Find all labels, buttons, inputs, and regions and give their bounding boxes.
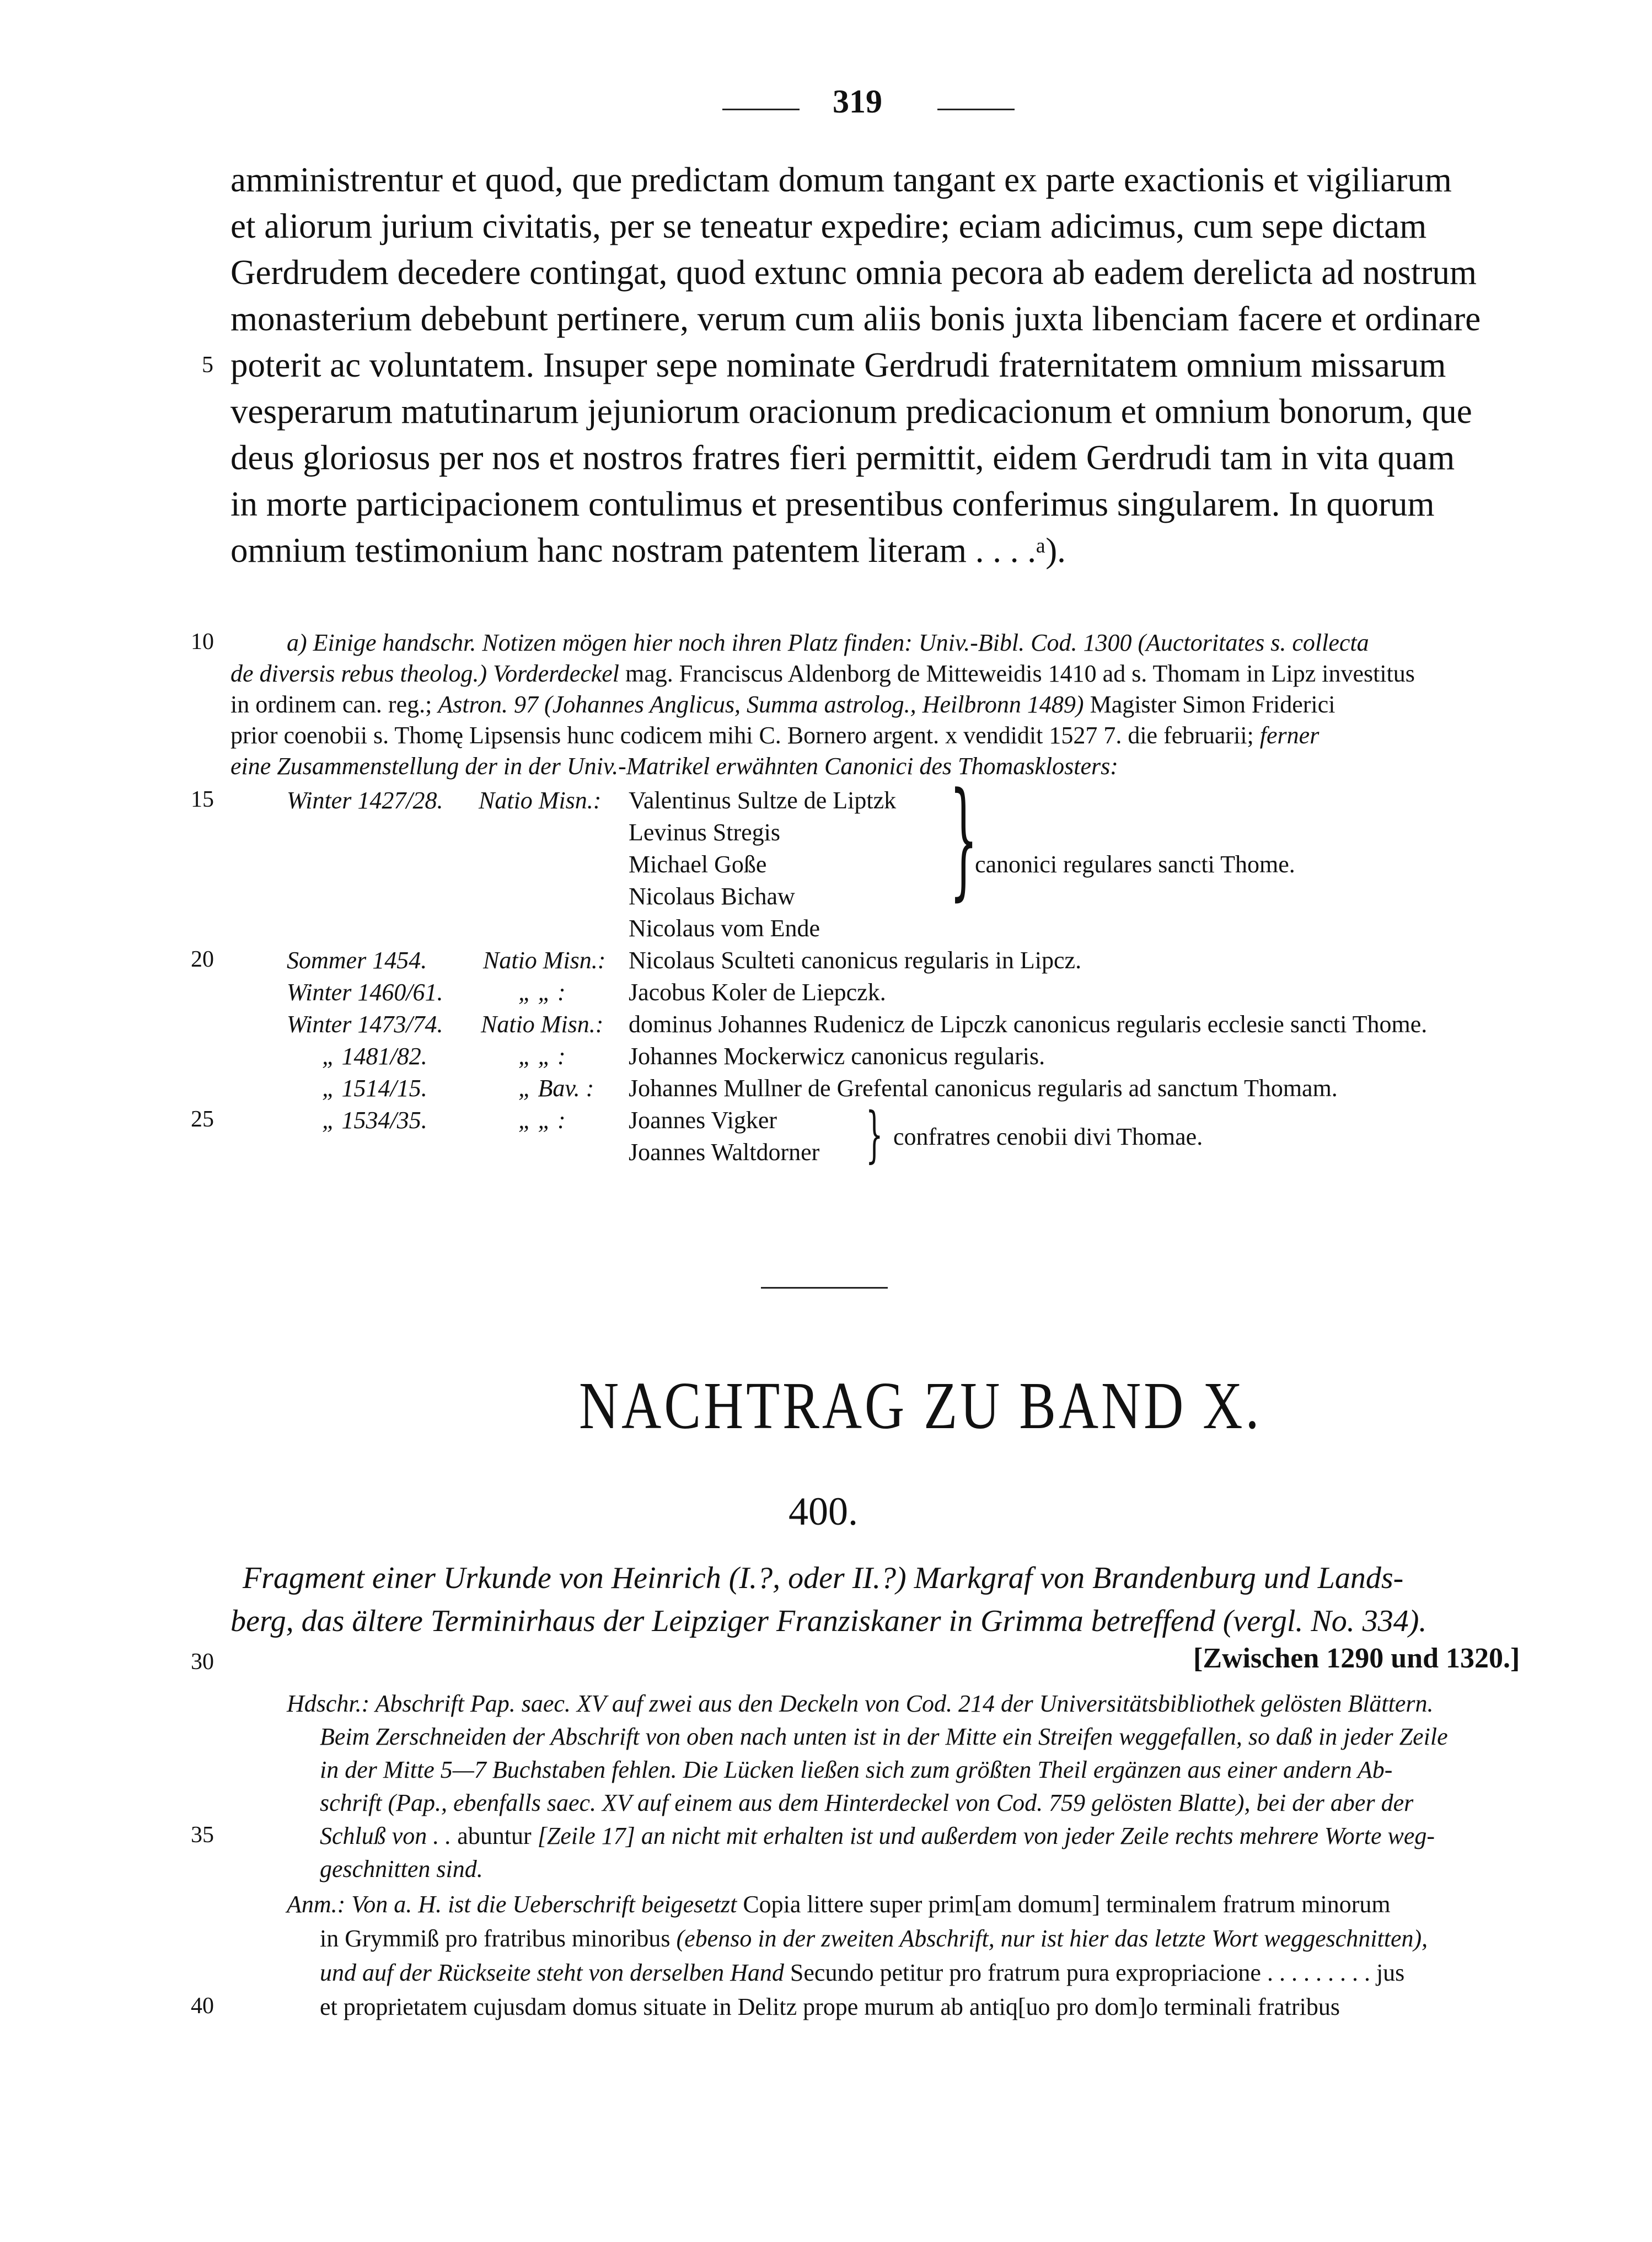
matrikel-entry: Johannes Mockerwicz canonicus regularis. <box>629 1043 1045 1070</box>
matrikel-name: Valentinus Sultze de Liptzk <box>629 787 897 814</box>
manuscript-line: in der Mitte 5—7 Buchstaben fehlen. Die Lücken ließen sich zum größten Theil ergänzen aus einer andern Ab- <box>320 1756 1393 1783</box>
matrikel-term: Winter 1460/61. <box>287 979 443 1006</box>
footnote-line <box>230 659 1415 688</box>
body-line: et aliorum jurium civitatis, per se teneatur expedire; eciam adicimus, cum sepe dictam <box>230 207 1427 245</box>
annotation-line <box>320 1959 1404 1987</box>
annotation-roman: in Grymmiß pro fratribus minoribus <box>320 1925 677 1952</box>
footnote-italic: de diversis rebus theolog.) Vorderdeckel <box>230 660 620 687</box>
annotation-line <box>320 1924 1428 1953</box>
footnote-roman: Magister Simon Friderici <box>1084 691 1335 718</box>
footnote-line: a) Einige handschr. Notizen mögen hier noch ihren Platz finden: Univ.-Bibl. Cod. 1300 (Auctoritates s. collecta <box>287 629 1369 656</box>
annotation-italic: Anm.: Von a. H. ist die Ueberschrift beigesetzt <box>287 1891 743 1918</box>
manuscript-line: Beim Zerschneiden der Abschrift von oben nach unten ist in der Mitte ein Streifen weggefallen, so daß in jeder Zeile <box>320 1723 1448 1750</box>
matrikel-group-label: canonici regulares sancti Thome. <box>975 851 1295 878</box>
header-rule-left <box>722 109 800 110</box>
line-number: 5 <box>202 352 213 378</box>
document-heading: berg, das ältere Terminirhaus der Leipziger Franziskaner in Grimma betreffend (vergl. No. 334). <box>230 1604 1427 1638</box>
section-divider <box>761 1287 888 1289</box>
line-number: 20 <box>191 947 214 972</box>
matrikel-term: Winter 1427/28. <box>287 787 443 814</box>
matrikel-name: Joannes Vigker <box>629 1107 777 1134</box>
matrikel-natio: Natio Misn.: <box>481 1011 604 1038</box>
matrikel-term: „ 1481/82. <box>322 1043 427 1070</box>
line-number: 15 <box>191 787 214 812</box>
annotation-roman: Copia littere super prim[am domum] terminalem fratrum minorum <box>743 1891 1391 1918</box>
footnote-roman: mag. Franciscus Aldenborg de Mitteweidis 1410 ad s. Thomam in Lipz investitus <box>619 660 1415 687</box>
manuscript-line: schrift (Pap., ebenfalls saec. XV auf einem aus dem Hinterdeckel von Cod. 759 gelösten Blatte), bei der aber der <box>320 1789 1414 1816</box>
matrikel-group-label: confratres cenobii divi Thomae. <box>893 1123 1203 1150</box>
section-title: NACHTRAG ZU BAND X. <box>579 1369 1262 1443</box>
matrikel-entry: dominus Johannes Rudenicz de Lipczk canonicus regularis ecclesie sancti Thome. <box>629 1011 1428 1038</box>
body-line: omnium testimonium hanc nostram patentem literam . . . .ᵃ). <box>230 531 1066 570</box>
line-number: 30 <box>191 1649 214 1675</box>
annotation-roman: Secundo petitur pro fratrum pura expropriacione . . . . . . . . . jus <box>790 1959 1405 1986</box>
matrikel-natio: Natio Misn.: <box>483 947 606 974</box>
manuscript-line: geschnitten sind. <box>320 1855 483 1882</box>
footnote-line <box>230 721 1319 749</box>
matrikel-natio: „ „ : <box>518 1107 566 1134</box>
matrikel-entry: Nicolaus Sculteti canonicus regularis in Lipcz. <box>629 947 1082 974</box>
footnote-line: eine Zusammenstellung der in der Univ.-Matrikel erwähnten Canonici des Thomasklosters: <box>230 753 1118 780</box>
matrikel-name: Levinus Stregis <box>629 819 780 846</box>
manuscript-italic: Schluß von . . <box>320 1822 458 1849</box>
brace-icon: } <box>866 1099 883 1170</box>
body-line: in morte participacionem contulimus et presentibus conferimus singularem. In quorum <box>230 485 1435 523</box>
matrikel-natio: „ Bav. : <box>518 1075 594 1102</box>
matrikel-entry: Jacobus Koler de Liepczk. <box>629 979 886 1006</box>
footnote-italic: ferner <box>1259 722 1320 749</box>
footnote-roman: prior coenobii s. Thomę Lipsensis hunc codicem mihi C. Bornero argent. x vendidit 1527 7. die februarii; <box>230 722 1260 749</box>
matrikel-entry: Johannes Mullner de Grefental canonicus regularis ad sanctum Thomam. <box>629 1075 1338 1102</box>
line-number: 25 <box>191 1107 214 1132</box>
body-line: Gerdrudem decedere contingat, quod extunc omnia pecora ab eadem derelicta ad nostrum <box>230 253 1477 292</box>
body-line: deus gloriosus per nos et nostros fratres fieri permittit, eidem Gerdrudi tam in vita quam <box>230 438 1455 477</box>
body-line: amministrentur et quod, que predictam domum tangant ex parte exactionis et vigiliarum <box>230 160 1452 199</box>
brace-icon: } <box>950 766 978 913</box>
matrikel-term: Winter 1473/74. <box>287 1011 443 1038</box>
manuscript-roman: abuntur <box>457 1822 532 1849</box>
header-rule-right <box>937 109 1015 110</box>
matrikel-term: „ 1534/35. <box>322 1107 427 1134</box>
line-number: 10 <box>191 629 214 655</box>
footnote-roman: in ordinem can. reg.; <box>230 691 438 718</box>
matrikel-natio: „ „ : <box>518 1043 566 1070</box>
body-line: monasterium debebunt pertinere, verum cum aliis bonis juxta libenciam facere et ordinare <box>230 299 1481 338</box>
matrikel-name: Nicolaus vom Ende <box>629 915 820 942</box>
manuscript-line: Hdschr.: Abschrift Pap. saec. XV auf zwei aus den Deckeln von Cod. 214 der Universitätsbibliothek gelösten Blättern. <box>287 1690 1434 1717</box>
line-number: 40 <box>191 1993 214 2019</box>
matrikel-term: „ 1514/15. <box>322 1075 427 1102</box>
annotation-italic: und auf der Rückseite steht von derselben Hand <box>320 1959 790 1986</box>
document-number: 400. <box>789 1489 858 1533</box>
matrikel-name: Michael Goße <box>629 851 767 878</box>
manuscript-italic: [Zeile 17] an nicht mit erhalten ist und außerdem von jeder Zeile rechts mehrere Worte weg- <box>531 1822 1435 1849</box>
matrikel-natio: „ „ : <box>518 979 566 1006</box>
footnote-italic: Astron. 97 (Johannes Anglicus, Summa astrolog., Heilbronn 1489) <box>438 691 1084 718</box>
annotation-italic: (ebenso in der zweiten Abschrift, nur ist hier das letzte Wort weggeschnitten), <box>676 1925 1428 1952</box>
document-heading: Fragment einer Urkunde von Heinrich (I.?, oder II.?) Markgraf von Brandenburg und Lands- <box>243 1561 1404 1595</box>
manuscript-line <box>320 1822 1435 1850</box>
annotation-line <box>287 1890 1391 1918</box>
matrikel-term: Sommer 1454. <box>287 947 427 974</box>
matrikel-name: Nicolaus Bichaw <box>629 883 795 910</box>
document-date: [Zwischen 1290 und 1320.] <box>1193 1643 1520 1674</box>
matrikel-name: Joannes Waltdorner <box>629 1139 820 1166</box>
body-line: poterit ac voluntatem. Insuper sepe nominate Gerdrudi fraternitatem omnium missarum <box>230 346 1446 384</box>
footnote-line <box>230 690 1335 718</box>
line-number: 35 <box>191 1822 214 1848</box>
annotation-line: et proprietatem cujusdam domus situate in Delitz prope murum ab antiq[uo pro dom]o terminali fratribus <box>320 1993 1340 2020</box>
body-line: vesperarum matutinarum jejuniorum oracionum predicacionum et omnium bonorum, que <box>230 392 1472 431</box>
page-number: 319 <box>833 83 882 120</box>
matrikel-natio: Natio Misn.: <box>479 787 602 814</box>
